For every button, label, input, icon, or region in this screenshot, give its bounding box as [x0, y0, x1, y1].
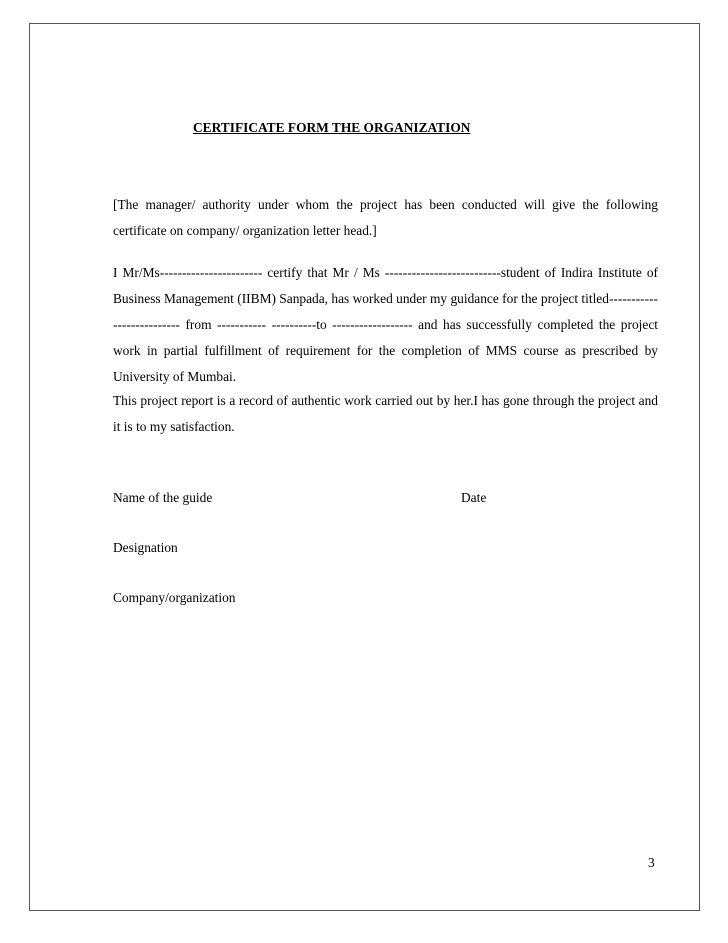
designation-label: Designation	[113, 540, 178, 555]
record-paragraph: This project report is a record of authentic work carried out by her.I has gone through the project and it is to my satisfaction.	[113, 393, 658, 434]
document-content	[113, 118, 658, 605]
company-label: Company/organization	[113, 590, 236, 605]
designation-row	[113, 538, 658, 558]
document-title: CERTIFICATE FORM THE ORGANIZATION	[193, 120, 471, 135]
certificate-paragraph: I Mr/Ms----------------------- certify that Mr / Ms --------------------------student of Indira Institute of Business Management (IIBM) Sanpada, has worked under my guidance for the project titled-------------------------- from ----------- ----------to ------------------ and has successfully completed the project work in partial fulfillment of requirement for the completion of MMS course as prescribed by University of Mumbai.	[113, 265, 658, 384]
company-row	[113, 588, 658, 608]
guide-row	[113, 488, 658, 508]
instruction-note: [The manager/ authority under whom the project has been conducted will give the following certificate on company/ organization letter head.]	[113, 197, 658, 238]
page-number: 3	[648, 855, 655, 870]
guide-name-label: Name of the guide	[113, 490, 213, 505]
date-label: Date	[461, 490, 487, 505]
